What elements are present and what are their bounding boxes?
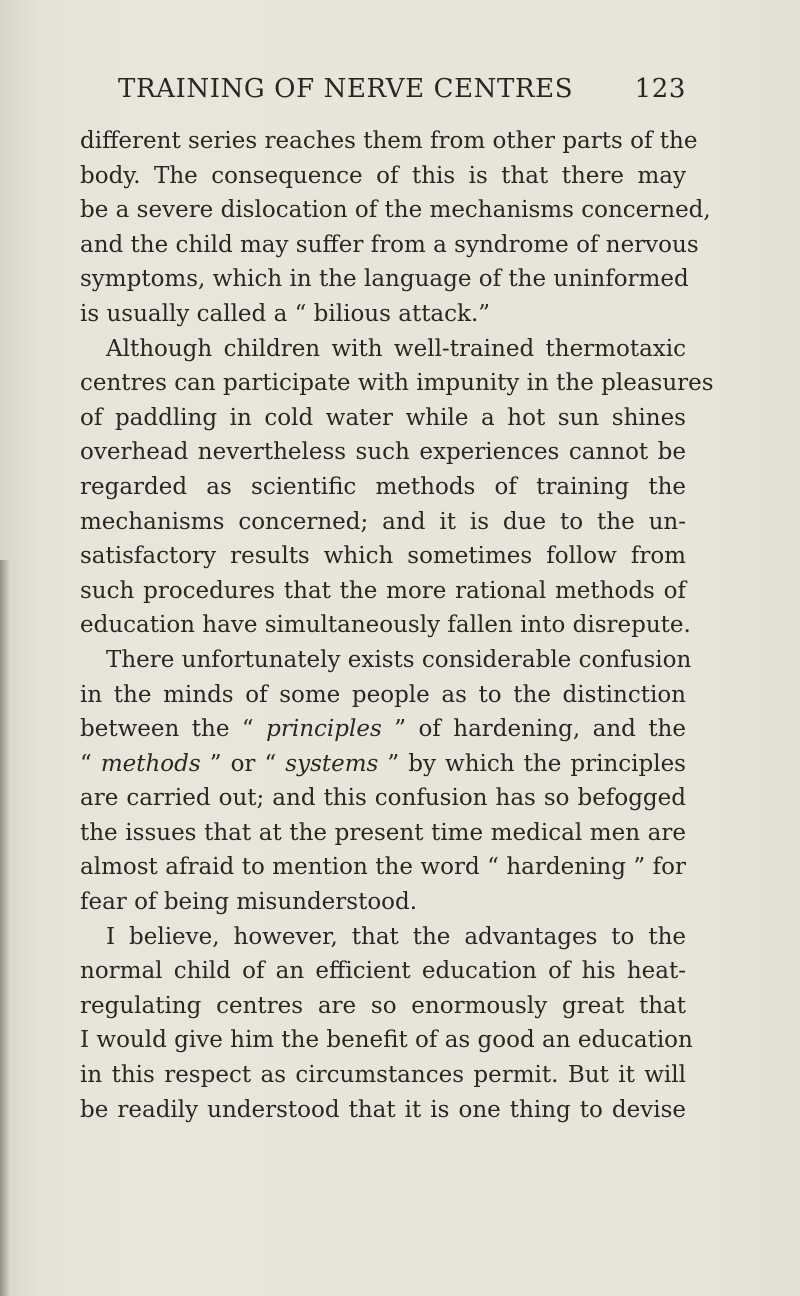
text-line: are carried out; and this confusion has so befogged (80, 785, 686, 812)
text-line-with-italics (80, 712, 686, 747)
text-line: in this respect as circumstances permit. But it will (80, 1062, 686, 1089)
line-fragment: ” by which the principles (378, 750, 686, 777)
text-line: Although children with well-trained thermotaxic (106, 335, 686, 362)
text-line: symptoms, which in the language of the uninformed (80, 266, 689, 293)
text-line: the issues that at the present time medical men are (80, 819, 686, 846)
line-fragment: ” of hardening, and the (381, 716, 686, 743)
text-line: such procedures that the more rational methods of (80, 577, 686, 604)
text-line: regarded as scientific methods of training the (80, 473, 686, 500)
text-line: education have simultaneously fallen into disrepute. (80, 612, 691, 639)
text-line: regulating centres are so enormously great that (80, 992, 686, 1019)
text-line: be a severe dislocation of the mechanisms concerned, (80, 197, 711, 224)
text-line: almost afraid to mention the word “ hardening ” for (80, 854, 686, 881)
italic-term-methods: methods (100, 750, 201, 777)
text-line: fear of being misunderstood. (80, 889, 418, 916)
text-line: in the minds of some people as to the distinction (80, 681, 686, 708)
text-line: body. The consequence of this is that there may (80, 162, 686, 189)
italic-term-principles: principles (266, 716, 382, 743)
text-line: I believe, however, that the advantages to the (106, 923, 686, 950)
body-text (80, 124, 714, 1127)
text-line: mechanisms concerned; and it is due to the un- (80, 508, 686, 535)
line-fragment: “ (80, 750, 101, 777)
page-number: 123 (634, 74, 686, 104)
text-line: I would give him the benefit of as good an education (80, 1027, 693, 1054)
text-line: be readily understood that it is one thing to devise (80, 1096, 686, 1123)
text-line: normal child of an efficient education of his heat- (80, 958, 686, 985)
text-line-with-italics (80, 747, 686, 782)
text-line: centres can participate with impunity in the pleasures (80, 370, 714, 397)
text-line: is usually called a “ bilious attack.” (80, 300, 491, 327)
text-line: There unfortunately exists considerable confusion (106, 646, 692, 673)
text-line: different series reaches them from other parts of the (80, 128, 698, 154)
text-line: satisfactory results which sometimes follow from (80, 543, 686, 570)
line-fragment: between the “ (80, 716, 267, 743)
italic-term-systems: systems (285, 750, 379, 777)
spine-shadow (0, 560, 10, 1296)
text-line: and the child may suffer from a syndrome of nervous (80, 231, 699, 258)
running-header (118, 74, 686, 114)
text-line: overhead nevertheless such experiences cannot be (80, 439, 686, 466)
running-title: TRAINING OF NERVE CENTRES (118, 74, 574, 104)
text-line: of paddling in cold water while a hot sun shines (80, 404, 686, 431)
line-fragment: ” or “ (200, 750, 286, 777)
